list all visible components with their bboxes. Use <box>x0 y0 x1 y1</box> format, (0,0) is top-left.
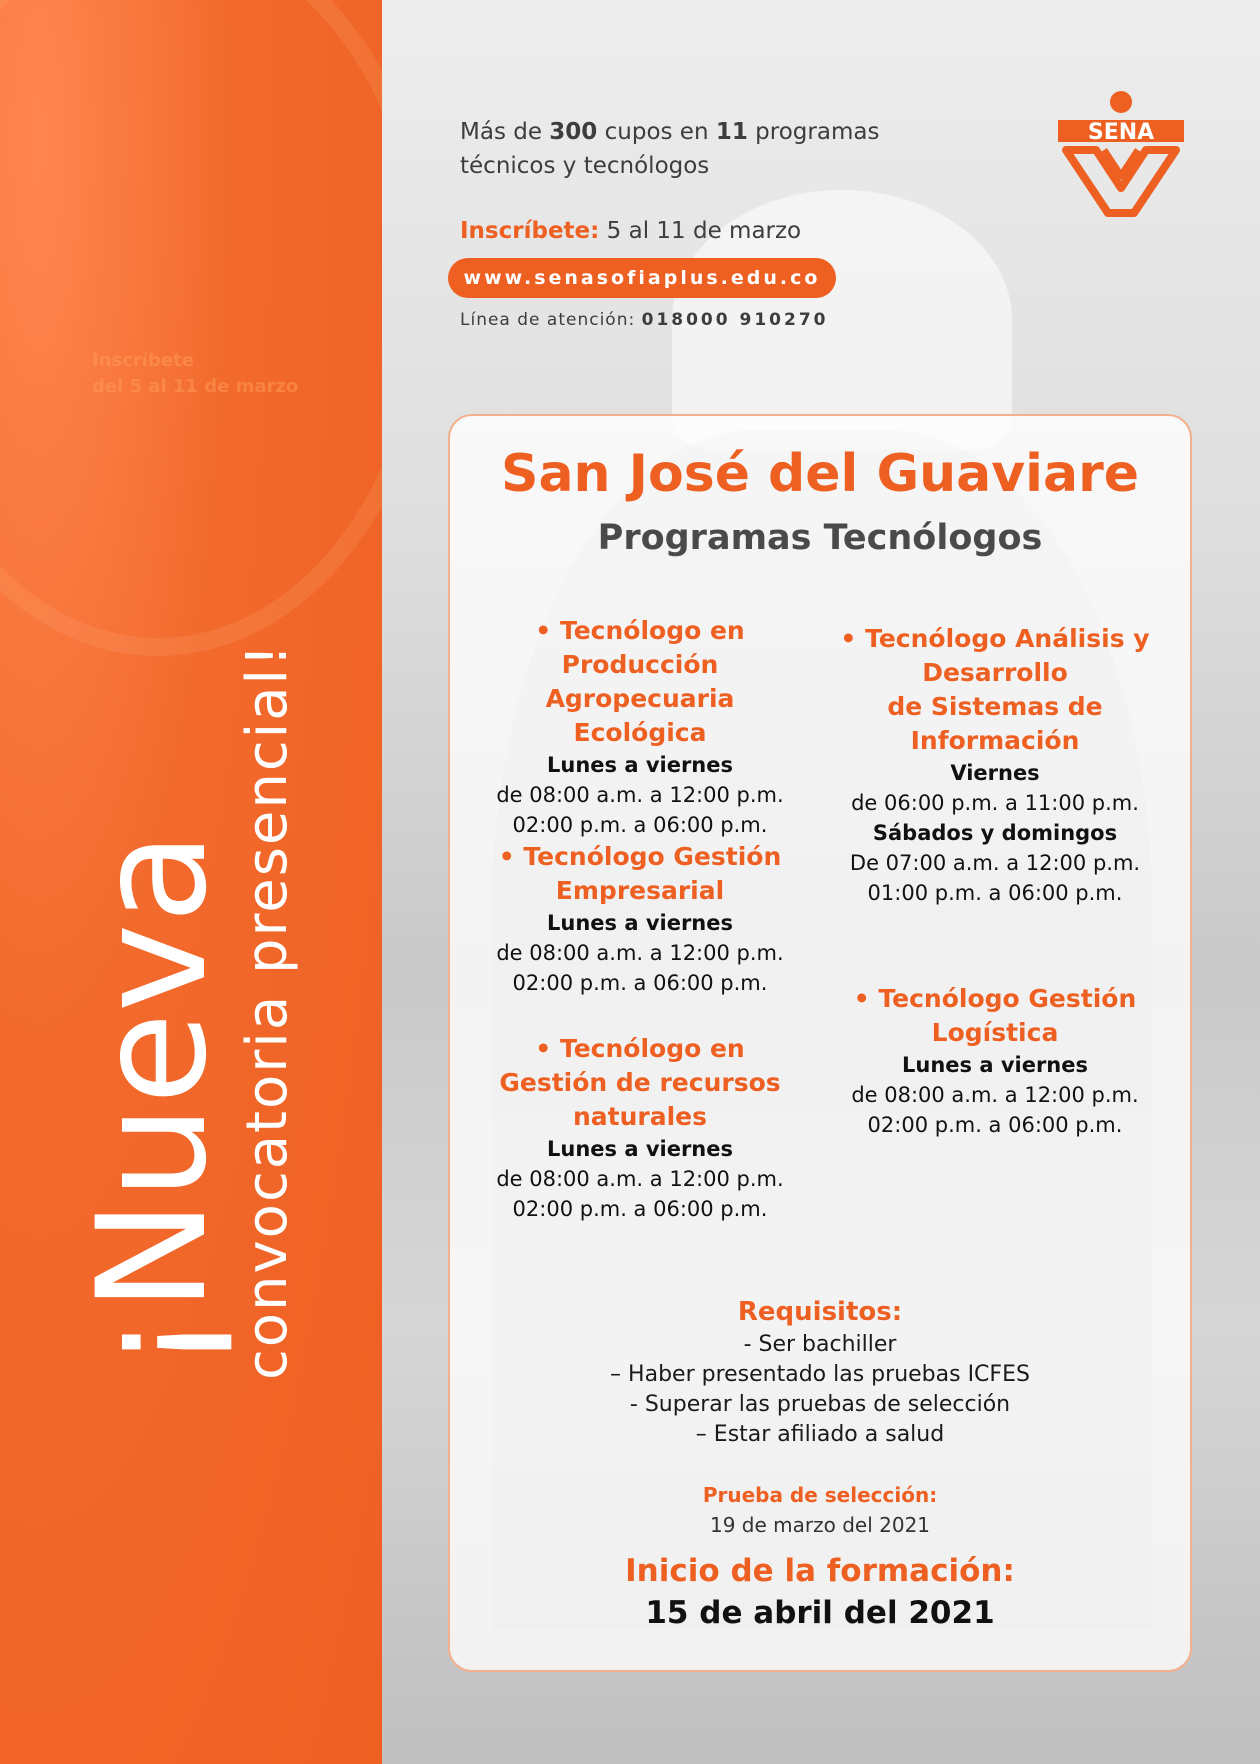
program-name-line: • Tecnólogo Gestión <box>498 842 782 871</box>
program-hours: de 08:00 a.m. a 12:00 p.m. <box>851 1083 1139 1107</box>
program-days: Lunes a viernes <box>547 753 733 777</box>
prueba-date: 19 de marzo del 2021 <box>709 1513 931 1537</box>
sena-logo-icon <box>1056 88 1186 218</box>
program-name-line: Desarrollo <box>922 658 1068 687</box>
cupos-text-c: programas <box>747 119 880 145</box>
inscribete-line <box>460 218 801 244</box>
requisito-item: – Estar afiliado a salud <box>695 1422 945 1447</box>
linea-label: Línea de atención: <box>460 310 642 330</box>
program-days: Lunes a viernes <box>547 1137 733 1161</box>
program-name-line: Agropecuaria Ecológica <box>545 684 735 747</box>
program-analisis-sistemas <box>830 622 1160 908</box>
city-title: San José del Guaviare <box>501 444 1139 504</box>
program-name-line: Producción <box>561 650 719 679</box>
header-cupos-text <box>460 115 879 183</box>
program-hours: 01:00 p.m. a 06:00 p.m. <box>867 881 1123 905</box>
program-name-line: • Tecnólogo en <box>535 616 745 645</box>
inscribete-dates: 5 al 11 de marzo <box>599 218 802 244</box>
program-name-line: • Tecnólogo Análisis y <box>840 624 1150 653</box>
sena-logo-text: SENA <box>1087 120 1155 145</box>
requisitos-section <box>450 1294 1190 1450</box>
inicio-date: 15 de abril del 2021 <box>645 1595 995 1631</box>
program-hours: 02:00 p.m. a 06:00 p.m. <box>867 1113 1123 1137</box>
program-days: Lunes a viernes <box>547 911 733 935</box>
prueba-seleccion <box>450 1480 1190 1540</box>
program-hours: de 08:00 a.m. a 12:00 p.m. <box>496 1167 784 1191</box>
program-gestion-empresarial <box>490 840 790 998</box>
cupos-text-a: Más de <box>460 119 550 145</box>
cupos-line-2: técnicos y tecnólogos <box>460 153 710 179</box>
program-hours: de 08:00 a.m. a 12:00 p.m. <box>496 941 784 965</box>
inicio-title: Inicio de la formación: <box>625 1553 1015 1589</box>
requisito-item: - Ser bachiller <box>743 1332 897 1357</box>
program-days-2: Sábados y domingos <box>872 821 1118 845</box>
program-recursos-naturales <box>490 1032 790 1224</box>
cupos-text-b: cupos en <box>597 119 716 145</box>
cupos-number: 300 <box>549 119 598 145</box>
program-days: Viernes <box>950 761 1040 785</box>
program-hours: 02:00 p.m. a 06:00 p.m. <box>512 971 768 995</box>
vertical-title <box>0 60 382 1400</box>
program-card <box>448 414 1192 1672</box>
program-name-line: • Tecnólogo en <box>535 1034 745 1063</box>
program-gestion-logistica <box>830 982 1160 1140</box>
program-name-line: de Sistemas de <box>887 692 1103 721</box>
program-name-line: Gestión de recursos <box>499 1068 781 1097</box>
program-hours: 02:00 p.m. a 06:00 p.m. <box>512 1197 768 1221</box>
program-hours: de 06:00 p.m. a 11:00 p.m. <box>851 791 1139 815</box>
inscribete-label: Inscríbete: <box>460 218 600 244</box>
program-name-line: Información <box>910 726 1080 755</box>
program-hours: 02:00 p.m. a 06:00 p.m. <box>512 813 768 837</box>
title-convocatoria: convocatoria presencial! <box>235 642 300 1380</box>
program-name-line: Empresarial <box>555 876 725 905</box>
program-name-line: naturales <box>572 1102 708 1131</box>
linea-phone: 018000 910270 <box>641 310 829 330</box>
ghost-line-2: del 5 al 11 de marzo <box>92 376 299 397</box>
ghost-line-1: Inscríbete <box>92 350 194 371</box>
program-hours: de 08:00 a.m. a 12:00 p.m. <box>496 783 784 807</box>
program-days: Lunes a viernes <box>902 1053 1088 1077</box>
requisitos-title: Requisitos: <box>737 1297 903 1327</box>
programs-subtitle: Programas Tecnólogos <box>597 518 1043 558</box>
website-link[interactable]: www.senasofiaplus.edu.co <box>448 258 836 298</box>
requisito-item: - Superar las pruebas de selección <box>629 1392 1011 1417</box>
program-name-line: • Tecnólogo Gestión <box>853 984 1137 1013</box>
prueba-title: Prueba de selección: <box>702 1483 938 1507</box>
programas-number: 11 <box>715 119 748 145</box>
title-nueva: ¡Nueva <box>66 831 240 1372</box>
left-orange-band <box>0 0 382 1764</box>
requisito-item: – Haber presentado las pruebas ICFES <box>610 1362 1030 1387</box>
inicio-formacion <box>450 1550 1190 1634</box>
program-hours: De 07:00 a.m. a 12:00 p.m. <box>849 851 1141 875</box>
program-agropecuaria <box>490 614 790 840</box>
linea-atencion <box>460 310 828 330</box>
program-name-line: Logística <box>931 1018 1059 1047</box>
